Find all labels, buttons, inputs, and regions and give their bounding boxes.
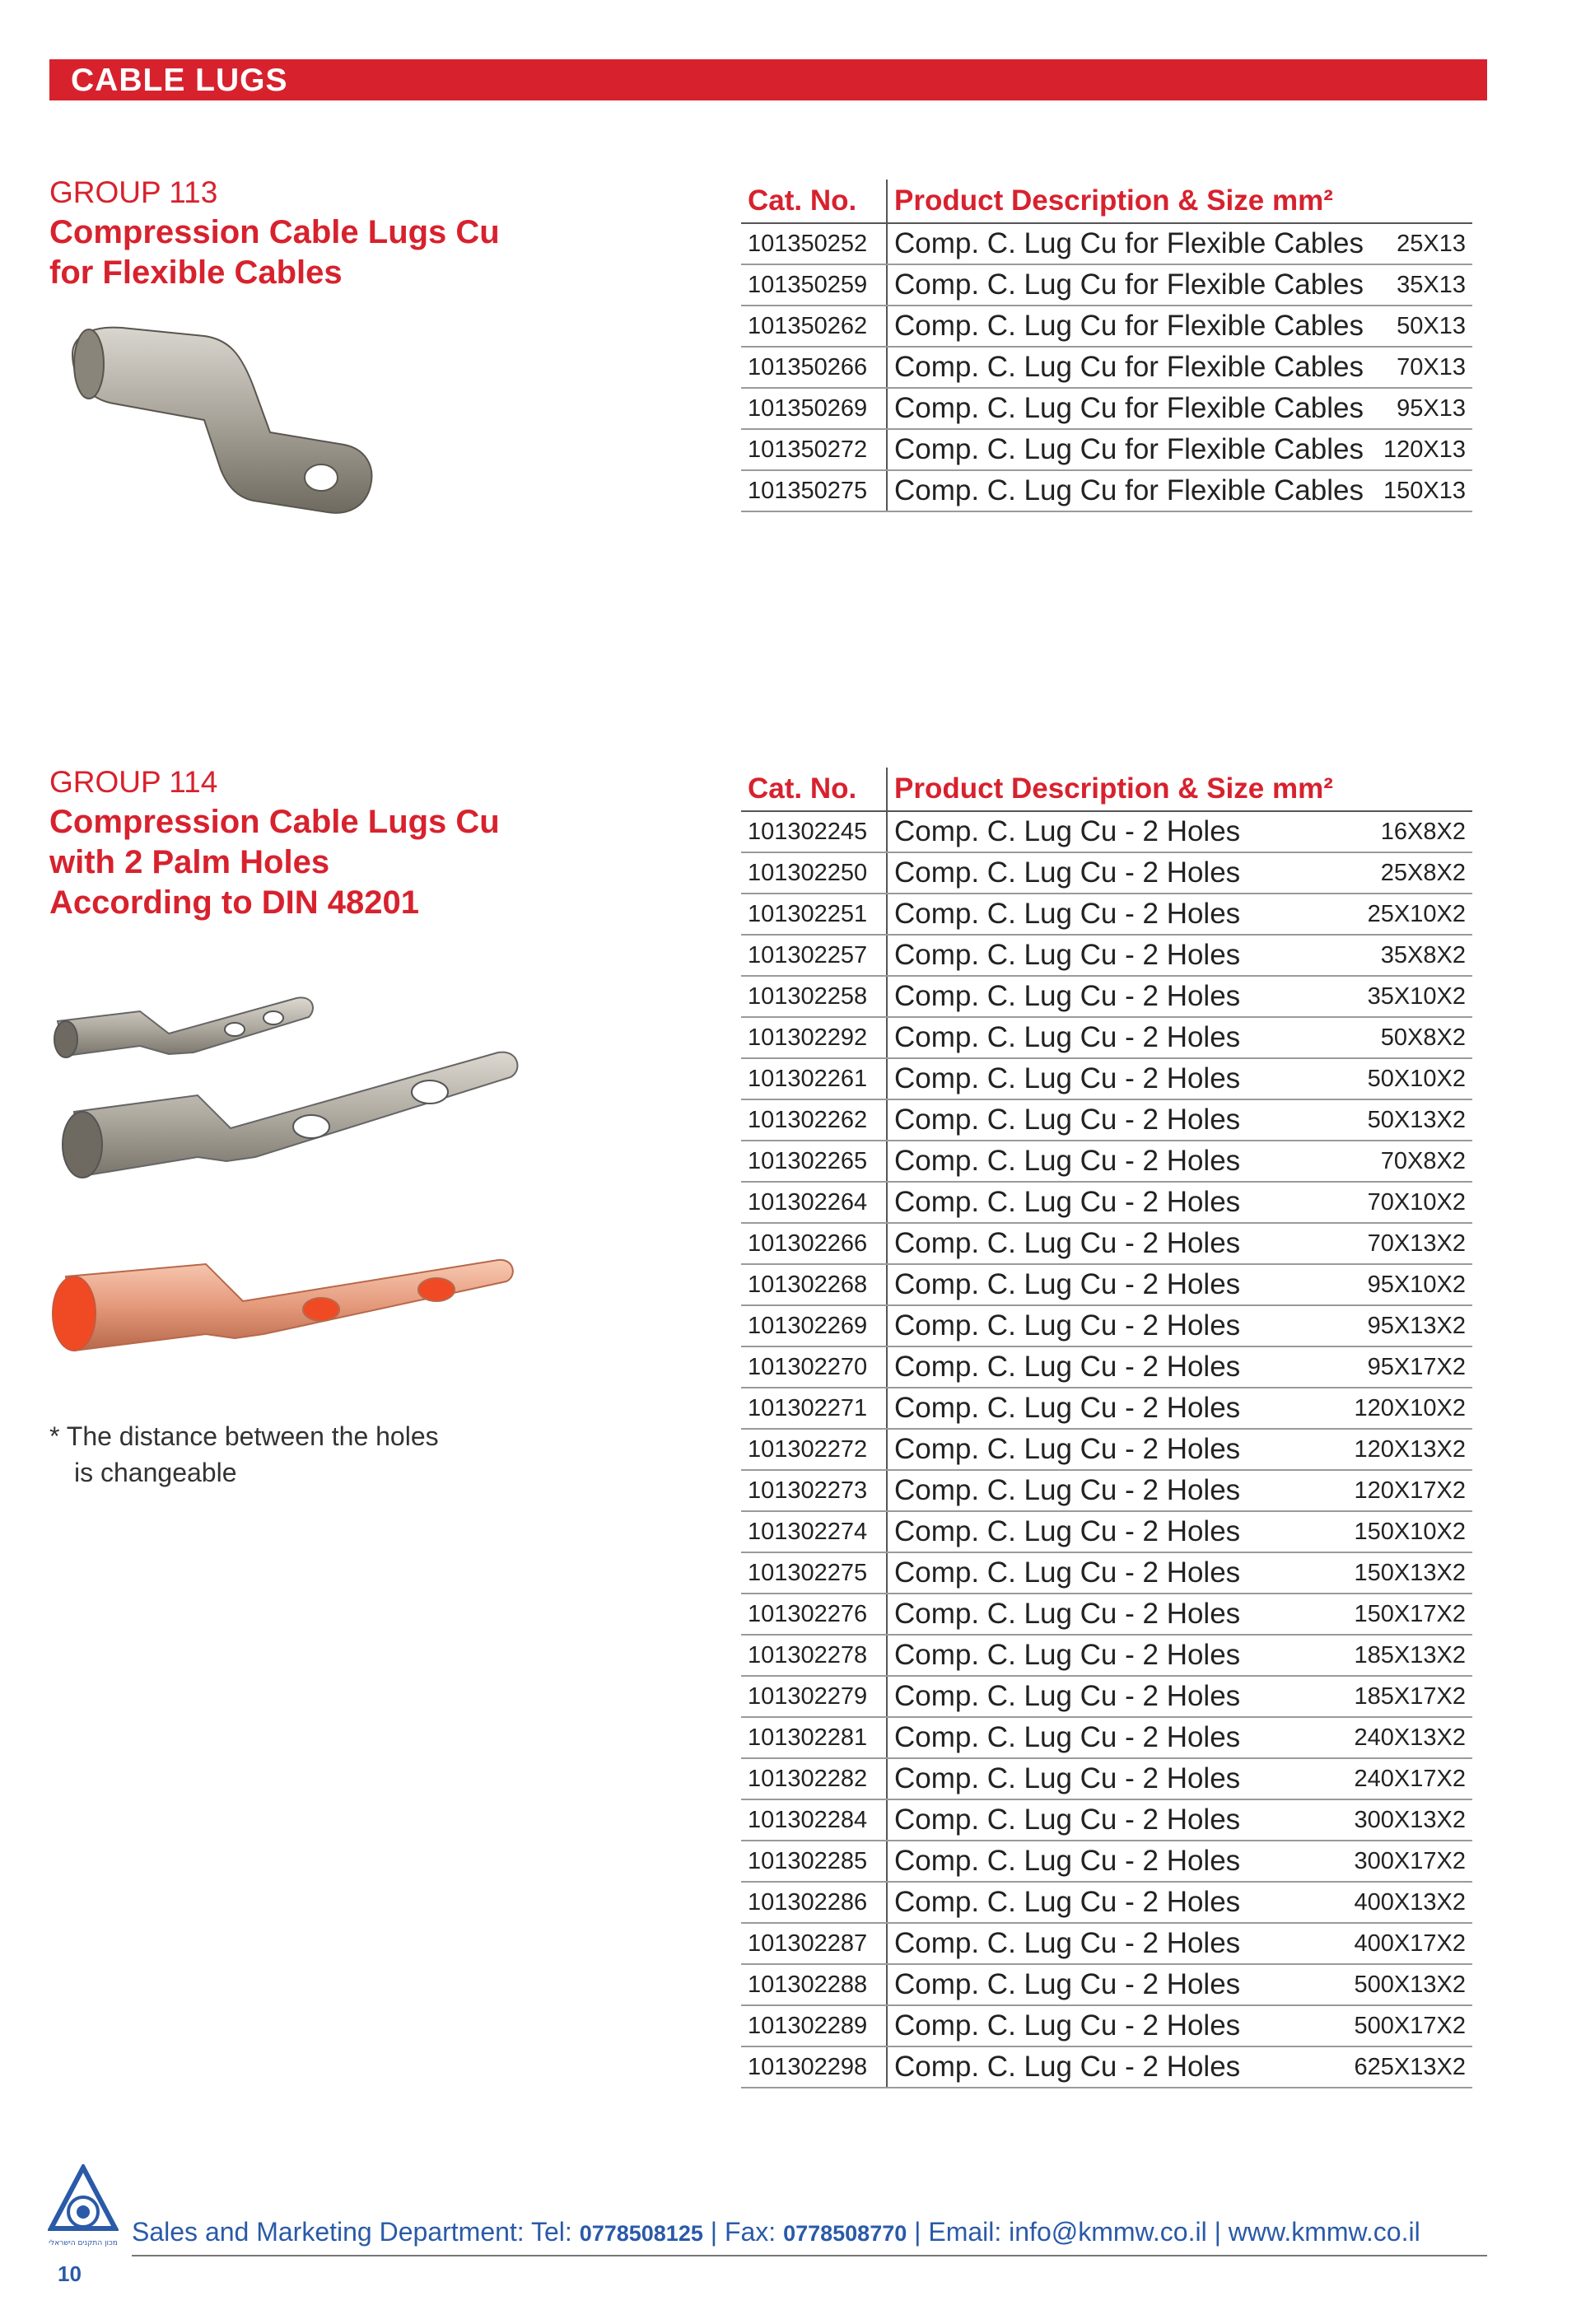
size-cell: 185X17X2: [1320, 1676, 1472, 1717]
footer-fax-label: | Fax:: [702, 2217, 784, 2247]
group-114-table: [741, 768, 1472, 2088]
size-cell: 70X8X2: [1320, 1141, 1472, 1182]
cat-no-cell: 101350262: [741, 306, 887, 347]
table-row: [741, 1017, 1472, 1058]
section-banner: [49, 59, 1487, 100]
size-cell: 95X17X2: [1320, 1346, 1472, 1388]
table-row: [741, 1594, 1472, 1635]
logo-caption: מכון התקנים הישראלי: [49, 2239, 118, 2247]
table-row: [741, 1676, 1472, 1717]
standards-institute-logo-icon: [48, 2164, 119, 2250]
table-row: [741, 1799, 1472, 1841]
table-row: [741, 1552, 1472, 1594]
size-cell: 25X13: [1374, 223, 1472, 264]
description-cell: Comp. C. Lug Cu - 2 Holes: [887, 1470, 1320, 1511]
table-row: [741, 388, 1472, 429]
footer-fax: 0778508770: [783, 2221, 907, 2246]
section-title: CABLE LUGS: [71, 63, 288, 98]
size-cell: 150X13: [1374, 470, 1472, 511]
size-cell: 500X17X2: [1320, 2005, 1472, 2046]
cat-no-cell: 101302272: [741, 1429, 887, 1470]
size-cell: 16X8X2: [1320, 811, 1472, 852]
description-cell: Comp. C. Lug Cu - 2 Holes: [887, 1676, 1320, 1717]
cat-no-cell: 101302269: [741, 1305, 887, 1346]
cat-no-cell: 101302258: [741, 976, 887, 1017]
cat-no-cell: 101302268: [741, 1264, 887, 1305]
cat-no-cell: 101302257: [741, 935, 887, 976]
cat-no-cell: 101302275: [741, 1552, 887, 1594]
size-cell: 150X13X2: [1320, 1552, 1472, 1594]
two-hole-cable-lugs-image: [49, 988, 535, 1400]
table-row: [741, 1264, 1472, 1305]
cat-no-cell: 101350269: [741, 388, 887, 429]
table-row: [741, 1964, 1472, 2005]
description-cell: Comp. C. Lug Cu - 2 Holes: [887, 1552, 1320, 1594]
size-cell: 185X13X2: [1320, 1635, 1472, 1676]
description-cell: Comp. C. Lug Cu - 2 Holes: [887, 1305, 1320, 1346]
group-number: GROUP 114: [49, 765, 218, 799]
group-113-table: [741, 180, 1472, 512]
table-row: [741, 2005, 1472, 2046]
size-cell: 400X17X2: [1320, 1923, 1472, 1964]
size-cell: 50X10X2: [1320, 1058, 1472, 1099]
table-row: [741, 935, 1472, 976]
description-cell: Comp. C. Lug Cu for Flexible Cables: [887, 223, 1374, 264]
group-114-heading: [49, 763, 500, 923]
footer-email-web[interactable]: | Email: info@kmmw.co.il | www.kmmw.co.il: [907, 2217, 1420, 2247]
cat-no-cell: 101302298: [741, 2046, 887, 2088]
description-cell: Comp. C. Lug Cu - 2 Holes: [887, 1346, 1320, 1388]
description-cell: Comp. C. Lug Cu - 2 Holes: [887, 1635, 1320, 1676]
group-title-line-1: Compression Cable Lugs Cu: [49, 804, 500, 840]
cat-no-cell: 101302286: [741, 1882, 887, 1923]
description-cell: Comp. C. Lug Cu - 2 Holes: [887, 1511, 1320, 1552]
cat-no-cell: 101302282: [741, 1758, 887, 1799]
cat-no-cell: 101302261: [741, 1058, 887, 1099]
cat-no-cell: 101302278: [741, 1635, 887, 1676]
table-row: [741, 1182, 1472, 1223]
cat-no-cell: 101302292: [741, 1017, 887, 1058]
table-row: [741, 1305, 1472, 1346]
size-cell: 95X13: [1374, 388, 1472, 429]
size-cell: 150X10X2: [1320, 1511, 1472, 1552]
description-cell: Comp. C. Lug Cu - 2 Holes: [887, 935, 1320, 976]
table-row: [741, 264, 1472, 306]
description-cell: Comp. C. Lug Cu for Flexible Cables: [887, 388, 1374, 429]
table-row: [741, 894, 1472, 935]
cat-no-cell: 101302271: [741, 1388, 887, 1429]
size-cell: 95X10X2: [1320, 1264, 1472, 1305]
cat-no-cell: 101350266: [741, 347, 887, 388]
description-cell: Comp. C. Lug Cu - 2 Holes: [887, 1388, 1320, 1429]
cat-no-cell: 101302264: [741, 1182, 887, 1223]
cat-no-cell: 101302288: [741, 1964, 887, 2005]
table-row: [741, 1841, 1472, 1882]
cat-no-cell: 101302270: [741, 1346, 887, 1388]
footer-tel: 0778508125: [579, 2221, 703, 2246]
table-row: [741, 1099, 1472, 1141]
description-cell: Comp. C. Lug Cu for Flexible Cables: [887, 347, 1374, 388]
cat-no-cell: 101302281: [741, 1717, 887, 1758]
size-cell: 95X13X2: [1320, 1305, 1472, 1346]
table-row: [741, 1388, 1472, 1429]
cat-no-cell: 101302284: [741, 1799, 887, 1841]
size-cell: 25X8X2: [1320, 852, 1472, 894]
table-row: [741, 1058, 1472, 1099]
table-row: [741, 1470, 1472, 1511]
cat-no-cell: 101350275: [741, 470, 887, 511]
table-row: [741, 1511, 1472, 1552]
size-cell: 625X13X2: [1320, 2046, 1472, 2088]
size-cell: 50X13X2: [1320, 1099, 1472, 1141]
size-cell: 120X13X2: [1320, 1429, 1472, 1470]
description-cell: Comp. C. Lug Cu - 2 Holes: [887, 2046, 1320, 2088]
size-cell: 50X8X2: [1320, 1017, 1472, 1058]
cat-no-cell: 101302250: [741, 852, 887, 894]
description-cell: Comp. C. Lug Cu - 2 Holes: [887, 852, 1320, 894]
cat-no-cell: 101302245: [741, 811, 887, 852]
size-cell: 70X10X2: [1320, 1182, 1472, 1223]
description-cell: Comp. C. Lug Cu - 2 Holes: [887, 976, 1320, 1017]
group-113-heading: [49, 173, 500, 293]
size-cell: 70X13X2: [1320, 1223, 1472, 1264]
cat-no-cell: 101302289: [741, 2005, 887, 2046]
table-header-row: [741, 180, 1472, 223]
description-cell: Comp. C. Lug Cu - 2 Holes: [887, 1429, 1320, 1470]
description-cell: Comp. C. Lug Cu - 2 Holes: [887, 1223, 1320, 1264]
cat-no-cell: 101302251: [741, 894, 887, 935]
cat-no-cell: 101350272: [741, 429, 887, 470]
table-row: [741, 1429, 1472, 1470]
description-cell: Comp. C. Lug Cu - 2 Holes: [887, 1594, 1320, 1635]
table-row: [741, 1717, 1472, 1758]
cat-no-header: Cat. No.: [741, 180, 887, 223]
cat-no-cell: 101350252: [741, 223, 887, 264]
size-cell: 35X13: [1374, 264, 1472, 306]
size-cell: 120X17X2: [1320, 1470, 1472, 1511]
description-cell: Comp. C. Lug Cu - 2 Holes: [887, 1964, 1320, 2005]
size-cell: 150X17X2: [1320, 1594, 1472, 1635]
size-cell: 240X13X2: [1320, 1717, 1472, 1758]
description-cell: Comp. C. Lug Cu for Flexible Cables: [887, 264, 1374, 306]
size-cell: 120X10X2: [1320, 1388, 1472, 1429]
description-cell: Comp. C. Lug Cu - 2 Holes: [887, 1758, 1320, 1799]
description-cell: Comp. C. Lug Cu - 2 Holes: [887, 894, 1320, 935]
size-cell: 300X13X2: [1320, 1799, 1472, 1841]
table-row: [741, 1141, 1472, 1182]
cat-no-cell: 101302287: [741, 1923, 887, 1964]
table-row: [741, 1923, 1472, 1964]
page-number: 10: [58, 2261, 82, 2286]
description-cell: Comp. C. Lug Cu for Flexible Cables: [887, 306, 1374, 347]
size-cell: 240X17X2: [1320, 1758, 1472, 1799]
cat-no-cell: 101302285: [741, 1841, 887, 1882]
description-cell: Comp. C. Lug Cu - 2 Holes: [887, 1799, 1320, 1841]
group-number: GROUP 113: [49, 175, 218, 209]
description-cell: Comp. C. Lug Cu - 2 Holes: [887, 1264, 1320, 1305]
single-hole-cable-lug-image: [64, 321, 443, 535]
cat-no-cell: 101350259: [741, 264, 887, 306]
table-row: [741, 2046, 1472, 2088]
description-cell: Comp. C. Lug Cu - 2 Holes: [887, 811, 1320, 852]
table-row: [741, 852, 1472, 894]
size-cell: 300X17X2: [1320, 1841, 1472, 1882]
table-row: [741, 306, 1472, 347]
size-cell: 25X10X2: [1320, 894, 1472, 935]
holes-distance-note: [49, 1418, 439, 1491]
description-cell: Comp. C. Lug Cu for Flexible Cables: [887, 470, 1374, 511]
description-cell: Comp. C. Lug Cu - 2 Holes: [887, 1717, 1320, 1758]
footer-lead: Sales and Marketing Department: Tel:: [132, 2217, 580, 2247]
cat-no-cell: 101302265: [741, 1141, 887, 1182]
table-row: [741, 1882, 1472, 1923]
description-cell: Comp. C. Lug Cu - 2 Holes: [887, 1099, 1320, 1141]
group-title-line-2: with 2 Palm Holes: [49, 844, 330, 880]
group-title-line-3: According to DIN 48201: [49, 884, 420, 921]
size-cell: 500X13X2: [1320, 1964, 1472, 2005]
cat-no-cell: 101302274: [741, 1511, 887, 1552]
cat-no-cell: 101302276: [741, 1594, 887, 1635]
description-cell: Comp. C. Lug Cu - 2 Holes: [887, 1882, 1320, 1923]
cat-no-cell: 101302279: [741, 1676, 887, 1717]
size-cell: 400X13X2: [1320, 1882, 1472, 1923]
cat-no-header: Cat. No.: [741, 768, 887, 811]
description-header: Product Description & Size mm²: [887, 768, 1472, 811]
description-cell: Comp. C. Lug Cu - 2 Holes: [887, 2005, 1320, 2046]
size-cell: 70X13: [1374, 347, 1472, 388]
table-row: [741, 1223, 1472, 1264]
table-row: [741, 429, 1472, 470]
cat-no-cell: 101302273: [741, 1470, 887, 1511]
footer-contact: [132, 2217, 1420, 2247]
description-cell: Comp. C. Lug Cu - 2 Holes: [887, 1923, 1320, 1964]
table-row: [741, 223, 1472, 264]
description-cell: Comp. C. Lug Cu for Flexible Cables: [887, 429, 1374, 470]
description-cell: Comp. C. Lug Cu - 2 Holes: [887, 1841, 1320, 1882]
table-row: [741, 976, 1472, 1017]
footer-divider: [132, 2255, 1487, 2256]
size-cell: 50X13: [1374, 306, 1472, 347]
description-cell: Comp. C. Lug Cu - 2 Holes: [887, 1182, 1320, 1223]
group-title-line-2: for Flexible Cables: [49, 254, 343, 291]
size-cell: 35X10X2: [1320, 976, 1472, 1017]
table-header-row: [741, 768, 1472, 811]
table-row: [741, 811, 1472, 852]
group-title-line-1: Compression Cable Lugs Cu: [49, 214, 500, 250]
size-cell: 120X13: [1374, 429, 1472, 470]
description-cell: Comp. C. Lug Cu - 2 Holes: [887, 1058, 1320, 1099]
table-row: [741, 470, 1472, 511]
note-line-2: is changeable: [74, 1458, 237, 1487]
size-cell: 35X8X2: [1320, 935, 1472, 976]
table-row: [741, 1346, 1472, 1388]
cat-no-cell: 101302262: [741, 1099, 887, 1141]
description-cell: Comp. C. Lug Cu - 2 Holes: [887, 1141, 1320, 1182]
description-header: Product Description & Size mm²: [887, 180, 1472, 223]
table-row: [741, 1758, 1472, 1799]
description-cell: Comp. C. Lug Cu - 2 Holes: [887, 1017, 1320, 1058]
note-line-1: * The distance between the holes: [49, 1421, 439, 1451]
cat-no-cell: 101302266: [741, 1223, 887, 1264]
table-row: [741, 347, 1472, 388]
table-row: [741, 1635, 1472, 1676]
